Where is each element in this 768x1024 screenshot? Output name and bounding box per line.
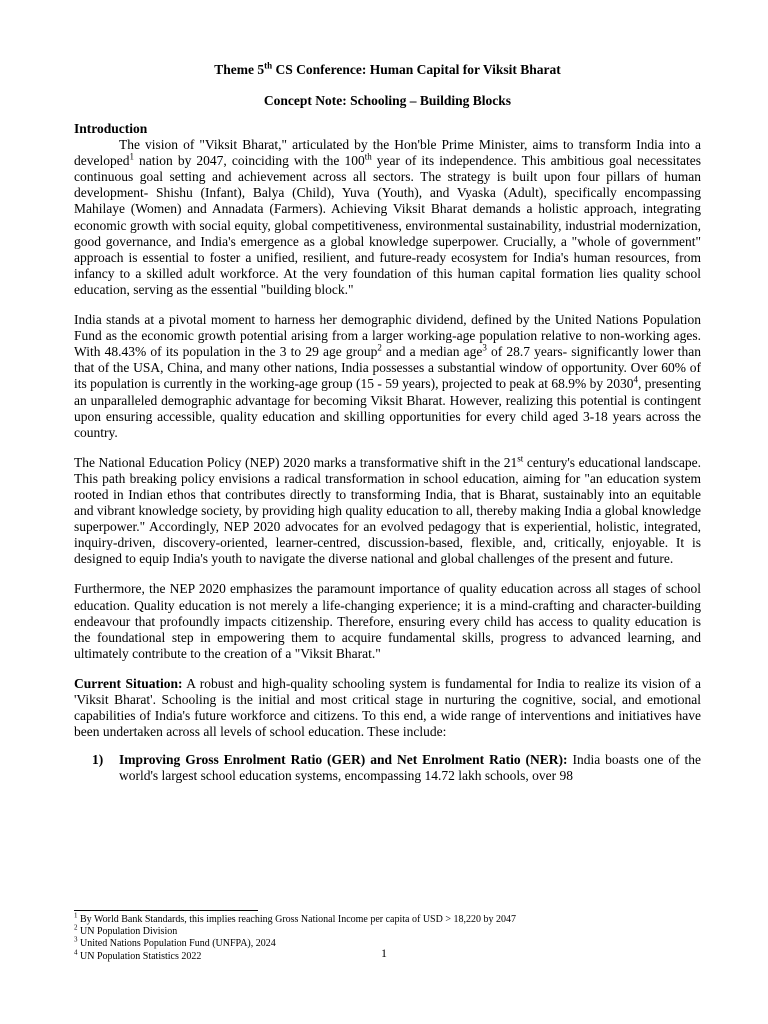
list-item-number: 1) (92, 752, 104, 768)
document-page (74, 58, 701, 784)
footnote-ref: 4 (633, 374, 638, 385)
page-title (74, 62, 701, 78)
section-heading-current-situation: Current Situation: (74, 675, 183, 691)
footnote-separator (74, 910, 258, 911)
footnote: $^3$ United Nations Population Fund (UNFPA), 2024 (74, 936, 276, 950)
page-subtitle: Concept Note: Schooling – Building Blocks (263, 93, 512, 108)
footnote: $^1$ By World Bank Standards, this implies reaching Gross National Income per capita of USD > 18,220 by 2047 (74, 911, 516, 925)
intro-paragraph-3: The National Education Policy (NEP) 2020 marks a transformative shift in the 21st century's educational landscape. This path breaking policy envisions a radical transformation in school education, aiming for "an education system rooted in Indian ethos that contributes directly to transforming India, that is Bharat, sustainably into an equitable and vibrant knowledge society, by providing high quality education to all, thereby making India a global knowledge superpower." Accordingly, NEP 2020 advocates for an evolved pedagogy that is experiential, holistic, integrated, inquiry-driven, discovery-oriented, learner-centred, discussion-based, flexible, and, critically, enjoyable. It is designed to equip India's youth to navigate the diverse national and global challenges of the present and future. (74, 453, 701, 567)
current-situation-paragraph: Current Situation: A robust and high-quality schooling system is fundamental for India to realize its vision of a 'Viksit Bharat'. Schooling is the initial and most critical stage in nurturing the cognitive, social, and emotional capabilities of India's future workforce and citizens. To this end, a wide range of interventions and initiatives have been undertaken across all levels of school education. These include: (74, 675, 701, 740)
page-number: 1 (381, 946, 387, 960)
section-heading-introduction: Introduction (74, 121, 148, 136)
intro-paragraph-4: Furthermore, the NEP 2020 emphasizes the paramount importance of quality education across all stages of school education. Quality education is not merely a life-changing experience; it is a mind-crafting and character-building endeavour that profoundly impacts citizenship. Therefore, ensuring every child has access to quality education is the foundational step in empowering them to acquire fundamental skills, progress to advanced learning, and ultimately contribute to the creation of a "Viksit Bharat." (74, 581, 701, 661)
intro-paragraph-2: India stands at a pivotal moment to harness her demographic dividend, defined by the United Nations Population Fund as the economic growth potential arising from a larger working-age population relative to non-working ages. With 48.43% of its population in the 3 to 29 age group$^2$ and a median age$^3$ of 28.7 years- significantly lower than that of the USA, China, and many other nations, India possesses a substantial window of opportunity. Over 60% of its population is currently in the working-age group (15 - 59 years), projected to peak at 68.9% by 2030$^4$, presenting an unparalleled demographic advantage for becoming Viksit Bharat. However, realizing this potential is contingent upon ensuring accessible, quality education and skilling opportunities for every child aged 3-18 years across the country. (74, 312, 701, 440)
intro-paragraph-1: The vision of "Viksit Bharat," articulated by the Hon'ble Prime Minister, aims to transform India into a developed$^1$ nation by 2047, coinciding with the 100th year of its independence. This ambitious goal necessitates continuous goal setting and achievement across all sectors. The strategy is built upon four pillars of human development- Shishu (Infant), Balya (Child), Yuva (Youth), and Vyaska (Adult), specifically encompassing Mahilaye (Women) and Annadata (Farmers). Achieving Viksit Bharat demands a holistic approach, integrating economic growth with social equity, global competitiveness, environmental sustainability, industrial modernization, good governance, and India's emergence as a global knowledge superpower. Crucially, a "whole of government" approach is essential to foster a unified, resilient, and future-ready ecosystem for India's human resources, from infancy to a skilled adult workforce. At the very foundation of this human capital formation lies quality school education, serving as the essential "building block." (74, 137, 701, 297)
title-superscript: th (264, 60, 273, 71)
list-item (74, 752, 701, 784)
footnote-ref: 3 (482, 342, 487, 353)
footnote: $^2$ UN Population Division (74, 923, 178, 938)
footnote-ref: 2 (377, 342, 382, 353)
list-item-heading: Improving Gross Enrolment Ratio (GER) and Net Enrolment Ratio (NER): (119, 752, 568, 768)
initiatives-list (74, 752, 701, 784)
title-text-rest: CS Conference: Human Capital for Viksit Bharat (272, 62, 561, 77)
footnote-ref: 1 (129, 151, 134, 162)
footnote: $^4$ UN Population Statistics 2022 (74, 948, 202, 962)
list-item-text: India boasts one of the world's largest school education systems, encompassing 14.72 lakh schools, over 98 (119, 752, 702, 784)
title-text: Theme 5 (214, 62, 265, 77)
